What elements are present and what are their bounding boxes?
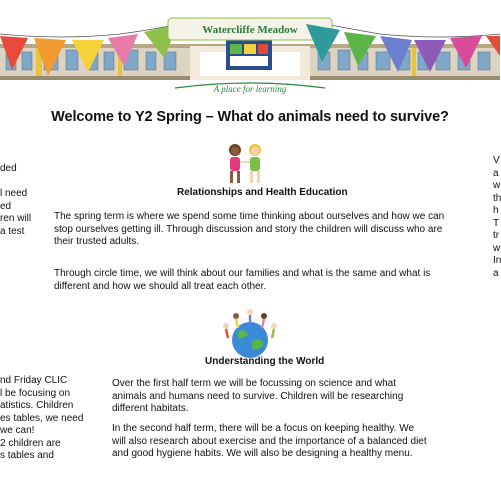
left-text-line: ren will [0,213,32,224]
relationships-para-2: Through circle time, we will think about our families and what is the same and what is different and how we should all treat each other. [54,268,431,292]
right-text-line: V [493,155,500,166]
left-text-line: ded [0,163,17,174]
left-column-bottom [0,375,83,463]
school-name: Watercliffe Meadow [202,24,298,36]
school-motto: A place for learning [213,84,287,94]
right-text-line: In [493,255,501,266]
right-column [493,155,501,280]
left-text-line: a test [0,225,25,237]
relationships-heading: Relationships and Health Education [177,187,348,198]
left-text-line: ed [0,200,12,212]
left-text-line: nd Friday CLIC [0,375,68,386]
left-text-line: l need [0,188,28,199]
right-text-line: w [493,242,501,254]
left-text-line: s tables and [0,450,54,461]
right-text-line: th [493,192,501,204]
left-text-line: we can! [0,425,35,436]
right-text-line: T [493,217,500,229]
globe-children-illustration [214,306,286,356]
right-text-line: h [493,205,499,216]
right-text-line: a [493,267,499,279]
children-illustration [215,140,275,186]
understanding-world-para-2: In the second half term, there will be a focus on keeping healthy. We will also research about exercise and the importance of a balanced diet and good hygiene habits. We will also be designing a healthy menu. [112,423,427,459]
page-title: Welcome to Y2 Spring – What do animals need to survive? [51,109,449,125]
right-text-line: tr [493,230,500,241]
left-text-line: es tables, we need [0,412,84,424]
left-text-line: l be focusing on [0,387,71,399]
right-text-line: a [493,167,499,179]
understanding-world-para-1: Over the first half term we will be focussing on science and what animals and humans need to survive. Children will be researching different habitats. [112,378,404,414]
left-text-line: 2 children are [0,437,61,449]
understanding-world-heading: Understanding the World [205,356,325,367]
relationships-para-1: The spring term is where we spend some time thinking about ourselves and how we can stop ourselves getting ill. Through discussion and story the children will discuss who are their trusted adults. [54,211,445,247]
left-text-line: atistics. Children [0,400,74,411]
school-logo [226,40,272,70]
right-text-line: w [493,180,501,191]
left-text-line [0,176,31,189]
left-column-top [0,163,31,238]
